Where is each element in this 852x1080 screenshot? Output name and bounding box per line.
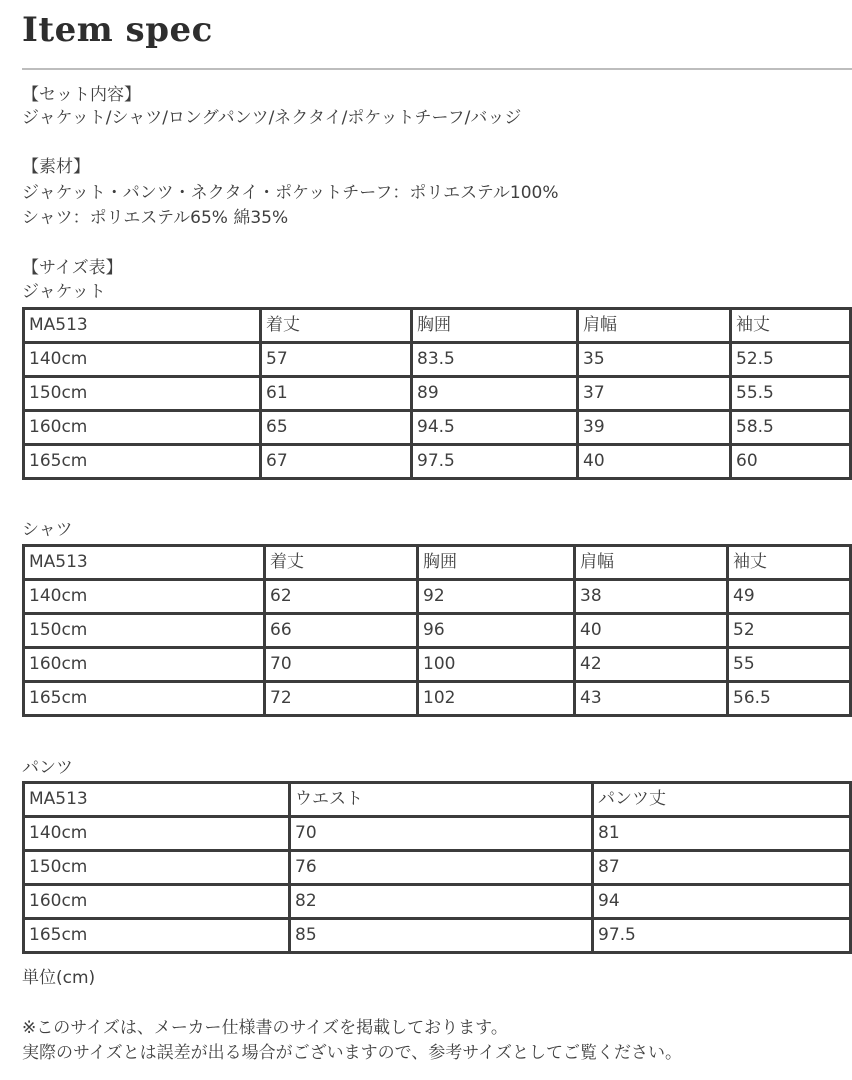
table-cell: 72	[266, 683, 416, 714]
table-header-cell: パンツ丈	[594, 784, 849, 815]
shirt-label: シャツ	[22, 520, 73, 540]
unit-note: 単位(cm)	[22, 968, 96, 988]
table-cell: 150cm	[25, 615, 263, 646]
table-cell: 70	[266, 649, 416, 680]
table-cell: 94.5	[413, 412, 576, 443]
table-header-row	[25, 547, 849, 578]
material-line-1: ジャケット・パンツ・ネクタイ・ポケットチーフ：ポリエステル100%	[22, 183, 559, 203]
table-header-row	[25, 310, 849, 341]
table-cell: 66	[266, 615, 416, 646]
table-header-row	[25, 784, 849, 815]
table-row	[25, 683, 849, 714]
table-row	[25, 378, 849, 409]
table-cell: 42	[576, 649, 726, 680]
table-cell: 65	[262, 412, 410, 443]
table-cell: 49	[729, 581, 849, 612]
table-cell: 97.5	[413, 446, 576, 477]
table-header-cell: 袖丈	[732, 310, 849, 341]
table-cell: 55.5	[732, 378, 849, 409]
table-cell: 140cm	[25, 818, 288, 849]
table-header-cell: MA513	[25, 547, 263, 578]
table-cell: 61	[262, 378, 410, 409]
table-row	[25, 852, 849, 883]
table-cell: 40	[576, 615, 726, 646]
jacket-label: ジャケット	[22, 282, 106, 302]
table-cell: 160cm	[25, 649, 263, 680]
table-cell: 55	[729, 649, 849, 680]
table-row	[25, 886, 849, 917]
table-cell: 160cm	[25, 412, 259, 443]
table-header-cell: 着丈	[266, 547, 416, 578]
table-header-cell: 胸囲	[413, 310, 576, 341]
disclaimer-line-1: ※このサイズは、メーカー仕様書のサイズを掲載しております。	[22, 1018, 508, 1038]
table-header-cell: MA513	[25, 310, 259, 341]
table-cell: 43	[576, 683, 726, 714]
table-row	[25, 344, 849, 375]
table-cell: 100	[419, 649, 573, 680]
page-title: Item spec	[22, 10, 213, 50]
table-cell: 89	[413, 378, 576, 409]
table-cell: 140cm	[25, 344, 259, 375]
table-cell: 96	[419, 615, 573, 646]
table-row	[25, 818, 849, 849]
table-cell: 52	[729, 615, 849, 646]
table-cell: 70	[291, 818, 591, 849]
table-cell: 40	[579, 446, 729, 477]
table-cell: 52.5	[732, 344, 849, 375]
table-header-cell: MA513	[25, 784, 288, 815]
table-header-cell: 袖丈	[729, 547, 849, 578]
table-cell: 102	[419, 683, 573, 714]
table-cell: 67	[262, 446, 410, 477]
table-cell: 81	[594, 818, 849, 849]
table-cell: 62	[266, 581, 416, 612]
table-cell: 58.5	[732, 412, 849, 443]
table-cell: 97.5	[594, 920, 849, 951]
table-cell: 94	[594, 886, 849, 917]
set-contents-heading: 【セット内容】	[22, 85, 141, 105]
table-row	[25, 920, 849, 951]
table-cell: 92	[419, 581, 573, 612]
pants-size-table	[22, 781, 852, 954]
set-contents-text: ジャケット/シャツ/ロングパンツ/ネクタイ/ポケットチーフ/バッジ	[22, 108, 522, 128]
table-header-cell: 胸囲	[419, 547, 573, 578]
table-cell: 83.5	[413, 344, 576, 375]
table-cell: 37	[579, 378, 729, 409]
table-header-cell: 着丈	[262, 310, 410, 341]
table-row	[25, 615, 849, 646]
material-line-2: シャツ：ポリエステル65% 綿35%	[22, 208, 289, 228]
disclaimer-line-2: 実際のサイズとは誤差が出る場合がございますので、参考サイズとしてご覧ください。	[22, 1043, 682, 1063]
table-cell: 165cm	[25, 446, 259, 477]
table-cell: 38	[576, 581, 726, 612]
table-cell: 160cm	[25, 886, 288, 917]
table-cell: 35	[579, 344, 729, 375]
title-divider	[22, 68, 852, 70]
table-cell: 150cm	[25, 378, 259, 409]
table-cell: 57	[262, 344, 410, 375]
table-cell: 39	[579, 412, 729, 443]
table-row	[25, 412, 849, 443]
material-heading: 【素材】	[22, 157, 90, 177]
table-cell: 82	[291, 886, 591, 917]
table-row	[25, 446, 849, 477]
table-cell: 140cm	[25, 581, 263, 612]
table-cell: 165cm	[25, 920, 288, 951]
pants-label: パンツ	[22, 758, 73, 778]
table-header-cell: 肩幅	[579, 310, 729, 341]
size-chart-heading: 【サイズ表】	[22, 258, 123, 278]
table-cell: 56.5	[729, 683, 849, 714]
table-cell: 60	[732, 446, 849, 477]
table-row	[25, 649, 849, 680]
table-header-cell: 肩幅	[576, 547, 726, 578]
shirt-size-table	[22, 544, 852, 717]
table-cell: 150cm	[25, 852, 288, 883]
table-header-cell: ウエスト	[291, 784, 591, 815]
table-cell: 165cm	[25, 683, 263, 714]
table-row	[25, 581, 849, 612]
jacket-size-table	[22, 307, 852, 480]
table-cell: 76	[291, 852, 591, 883]
table-cell: 85	[291, 920, 591, 951]
table-cell: 87	[594, 852, 849, 883]
